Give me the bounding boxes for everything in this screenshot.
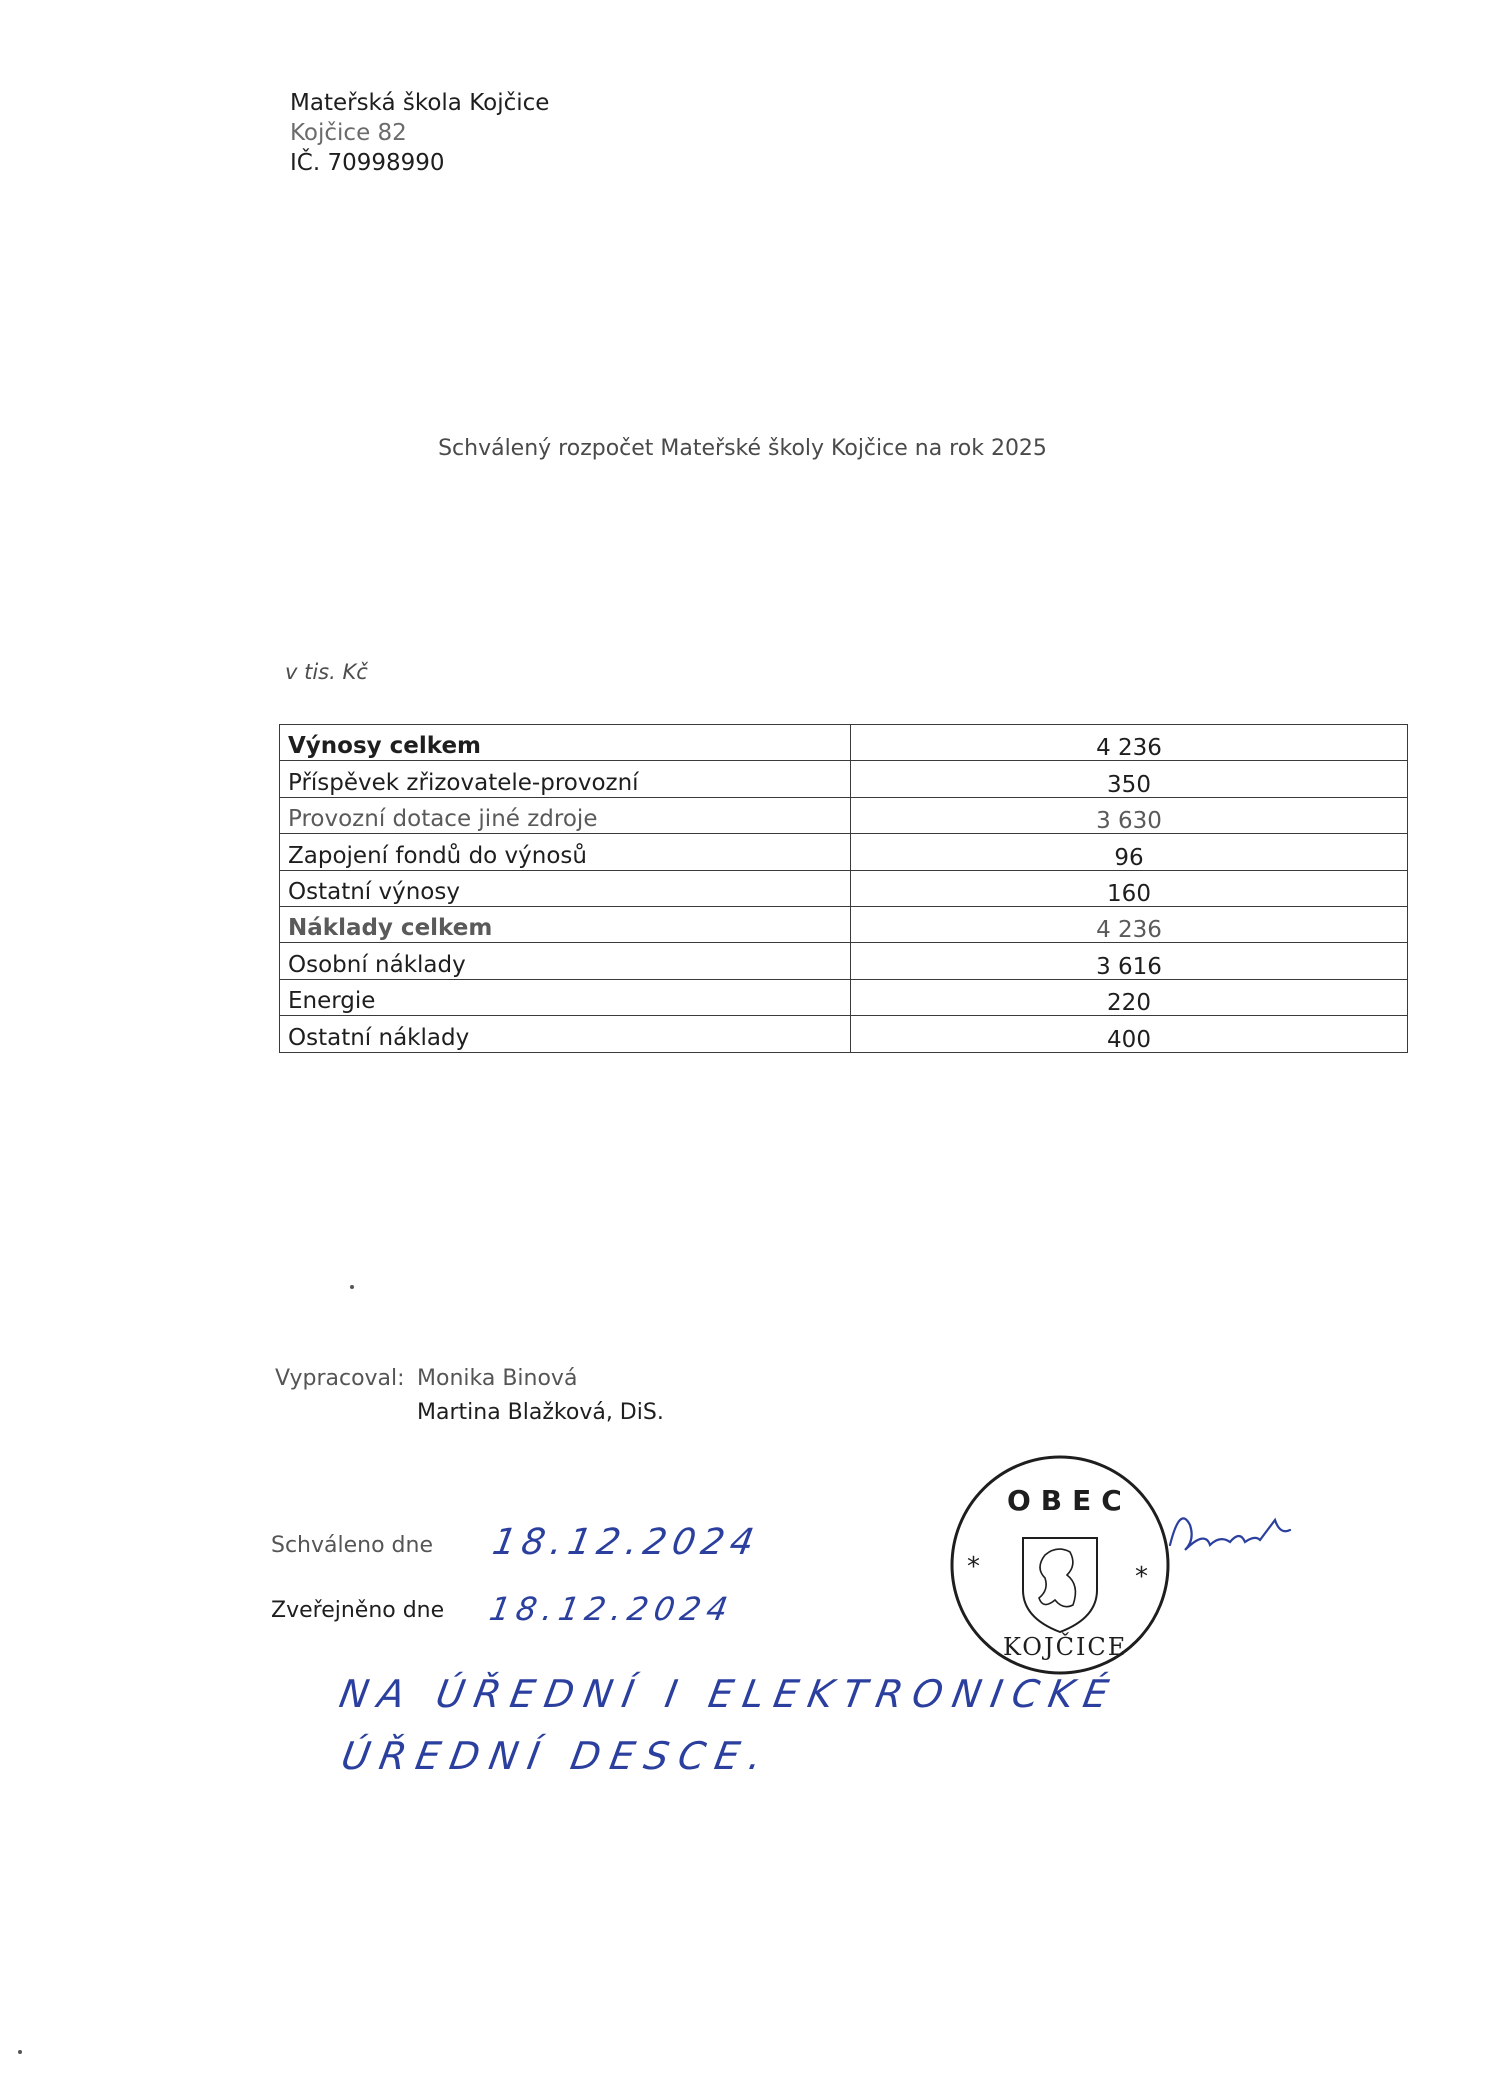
table-row bbox=[280, 979, 1408, 1015]
stamp-top-text: OBEC bbox=[1007, 1484, 1132, 1517]
handwritten-note-line: ÚŘEDNÍ DESCE. bbox=[338, 1734, 776, 1778]
lion-icon bbox=[1039, 1549, 1075, 1607]
row-value: 4 236 bbox=[851, 725, 1408, 761]
table-row bbox=[280, 797, 1408, 833]
star-icon: * bbox=[1135, 1562, 1148, 1592]
row-label: Příspěvek zřizovatele-provozní bbox=[280, 761, 851, 797]
scan-speck bbox=[18, 2050, 22, 2054]
row-value: 3 630 bbox=[851, 797, 1408, 833]
approved-date: 18.12.2024 bbox=[489, 1522, 763, 1563]
organization-name: Mateřská škola Kojčice bbox=[290, 90, 550, 116]
row-value: 160 bbox=[851, 870, 1408, 906]
table-row bbox=[280, 834, 1408, 870]
budget-table bbox=[279, 724, 1408, 1053]
row-label: Ostatní výnosy bbox=[280, 870, 851, 906]
table-row bbox=[280, 943, 1408, 979]
handwritten-note-line: NA ÚŘEDNÍ I ELEKTRONICKÉ bbox=[336, 1672, 1122, 1716]
row-label: Provozní dotace jiné zdroje bbox=[280, 797, 851, 833]
row-label: Ostatní náklady bbox=[280, 1016, 851, 1052]
scan-speck bbox=[350, 1285, 354, 1289]
row-label: Osobní náklady bbox=[280, 943, 851, 979]
unit-label: v tis. Kč bbox=[285, 660, 368, 684]
stamp-bottom-text: KOJČICE bbox=[1003, 1633, 1128, 1661]
row-value: 96 bbox=[851, 834, 1408, 870]
handwritten-signature bbox=[1160, 1500, 1340, 1570]
star-icon: * bbox=[967, 1552, 980, 1582]
document-title: Schválený rozpočet Mateřské školy Kojčice na rok 2025 bbox=[438, 436, 1047, 461]
row-label: Energie bbox=[280, 979, 851, 1015]
row-value: 350 bbox=[851, 761, 1408, 797]
preparer-name: Martina Blažková, DiS. bbox=[417, 1400, 664, 1425]
approved-label: Schváleno dne bbox=[271, 1533, 433, 1558]
row-label: Zapojení fondů do výnosů bbox=[280, 834, 851, 870]
published-label: Zveřejněno dne bbox=[271, 1598, 445, 1623]
row-value: 4 236 bbox=[851, 906, 1408, 942]
table-row bbox=[280, 870, 1408, 906]
prepared-by-label: Vypracoval: bbox=[275, 1366, 405, 1391]
organization-header bbox=[290, 88, 549, 178]
table-row bbox=[280, 761, 1408, 797]
organization-id: IČ. 70998990 bbox=[290, 150, 445, 176]
published-date: 18.12.2024 bbox=[486, 1590, 737, 1628]
row-value: 400 bbox=[851, 1016, 1408, 1052]
table-row bbox=[280, 906, 1408, 942]
coat-of-arms-icon bbox=[1023, 1538, 1097, 1632]
municipal-stamp bbox=[945, 1450, 1175, 1680]
organization-address: Kojčice 82 bbox=[290, 120, 407, 146]
row-label: Náklady celkem bbox=[280, 906, 851, 942]
row-value: 220 bbox=[851, 979, 1408, 1015]
preparer-name: Monika Binová bbox=[417, 1366, 578, 1391]
table-row bbox=[280, 1016, 1408, 1052]
row-value: 3 616 bbox=[851, 943, 1408, 979]
table-row bbox=[280, 725, 1408, 761]
row-label: Výnosy celkem bbox=[280, 725, 851, 761]
